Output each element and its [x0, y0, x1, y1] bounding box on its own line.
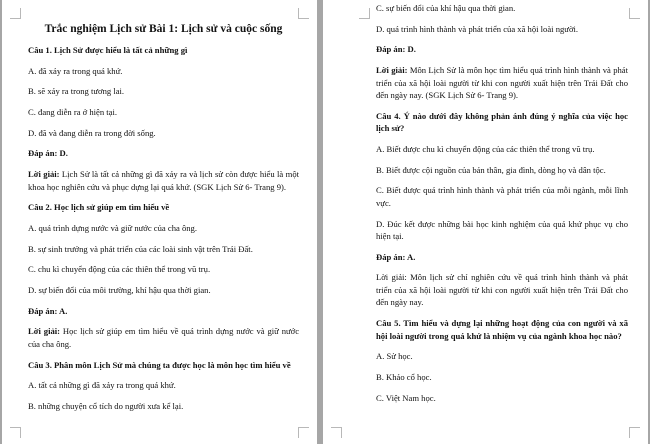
- corner-mark: [298, 8, 309, 19]
- paragraph: [28, 305, 299, 318]
- paragraph: [28, 379, 299, 392]
- paragraph-text: C. Biết được quá trình hình thành và phát triển của mỗi ngành, mỗi lĩnh vực.: [376, 185, 628, 208]
- paragraph-text: C. Việt Nam học.: [376, 392, 436, 403]
- paragraph-text: Câu 3. Phân môn Lịch Sử mà chúng ta được học là môn học tìm hiểu về: [28, 359, 291, 370]
- paragraph: [376, 251, 628, 264]
- corner-mark: [331, 427, 342, 438]
- solution-label: Lời giải:: [28, 169, 60, 180]
- paragraph-text: A. tất cả những gì đã xảy ra trong quá khứ.: [28, 380, 176, 391]
- paragraph: [28, 65, 299, 78]
- paragraph: [376, 64, 628, 102]
- document-title: Trắc nghiệm Lịch sử Bài 1: Lịch sử và cuộc sống: [44, 23, 283, 35]
- solution-label: Lời giải:: [376, 65, 408, 76]
- paragraph: [28, 106, 299, 119]
- paragraph: [28, 400, 299, 413]
- corner-mark: [10, 8, 21, 19]
- paragraph-text: A. Biết được chu kì chuyển động của các thiên thể trong vũ trụ.: [376, 143, 595, 154]
- paragraph: [376, 43, 628, 56]
- paragraph: [376, 23, 628, 36]
- paragraph-text: Đáp án: A.: [28, 305, 68, 316]
- paragraph: [376, 350, 628, 363]
- paragraph: [28, 85, 299, 98]
- paragraph-text: Lịch Sử là tất cả những gì đã xảy ra và lịch sử còn được hiểu là một khoa học nghiên cứu và phục dựng lại quá khứ. (SGK Lịch Sử 6- Trang 9).: [28, 169, 300, 192]
- paragraph-text: Môn Lịch Sử là môn học tìm hiểu quá trình hình thành và phát triển của xã hội loài người từ khi con người xuất hiện trên Trái Đất cho đến ngày nay. (SGK Lịch Sử 6- Trang 9).: [376, 65, 628, 101]
- paragraph: [376, 184, 628, 209]
- paragraph-text: Đáp án: D.: [376, 44, 416, 55]
- paragraph-text: D. sự biến đổi của môi trường, khí hậu qua thời gian.: [28, 285, 211, 296]
- paragraph-text: D. đã và đang diễn ra trong đời sống.: [28, 127, 156, 138]
- corner-mark: [629, 8, 640, 19]
- paragraph-text: Câu 5. Tìm hiểu và dựng lại những hoạt động của con người và xã hội loài người trong quá khứ là nhiệm vụ của ngành khoa học nào?: [376, 318, 628, 341]
- paragraph: [28, 168, 299, 193]
- paragraph-text: D. quá trình hình thành và phát triển của xã hội loài người.: [376, 23, 579, 34]
- paragraph: [28, 325, 299, 350]
- paragraph: [376, 2, 628, 15]
- document-page-right: [323, 0, 648, 444]
- paragraph-text: Câu 1. Lịch Sử được hiểu là tất cả những gì: [28, 45, 188, 55]
- paragraph: [376, 164, 628, 177]
- paragraph-text: Đáp án: A.: [376, 251, 416, 262]
- paragraph: [28, 359, 299, 372]
- paragraph: [28, 44, 299, 57]
- paragraph: [376, 317, 628, 342]
- document-page-left: [2, 0, 317, 444]
- paragraph: [376, 218, 628, 243]
- paragraph-text: Đáp án: D.: [28, 148, 68, 159]
- paragraph-text: A. quá trình dựng nước và giữ nước của cha ông.: [28, 223, 197, 233]
- paragraph-text: Lời giải: Môn lịch sử chỉ nghiên cứu về quá trình hình thành và phát triển của xã hội loài người từ khi con người xuất hiện trên Trái Đất cho đến ngày nay.: [376, 272, 628, 308]
- paragraph: [28, 127, 299, 140]
- paragraph: [376, 371, 628, 384]
- paragraph-text: B. sự sinh trưởng và phát triển của các loài sinh vật trên Trái Đất.: [28, 243, 253, 254]
- paragraph-text: A. đã xảy ra trong quá khứ.: [28, 65, 123, 76]
- paragraph-text: B. Biết được cội nguồn của bản thân, gia đình, dòng họ và dân tộc.: [376, 164, 606, 175]
- paragraph: [28, 147, 299, 160]
- paragraph: [376, 392, 628, 405]
- paragraph: [376, 271, 628, 309]
- paragraph-text: A. Sử học.: [376, 351, 413, 362]
- paragraph: [28, 201, 299, 214]
- paragraph-text: D. Đúc kết được những bài học kinh nghiệm của quá khứ phục vụ cho hiện tại.: [376, 218, 628, 241]
- paragraph-text: Câu 2. Học lịch sử giúp em tìm hiểu về: [28, 202, 170, 213]
- solution-label: Lời giải:: [28, 326, 61, 337]
- paragraph: [28, 263, 299, 276]
- corner-mark: [629, 427, 640, 438]
- paragraph-text: C. đang diễn ra ở hiện tại.: [28, 107, 118, 118]
- paragraph-text: Câu 4. Ý nào dưới đây không phản ánh đúng ý nghĩa của việc học lịch sử?: [376, 110, 628, 134]
- page-left-content: [28, 44, 299, 413]
- paragraph: [28, 284, 299, 297]
- page-right-content: [376, 2, 628, 404]
- paragraph: [28, 243, 299, 256]
- corner-mark: [359, 8, 370, 19]
- paragraph: [376, 110, 628, 135]
- corner-mark: [298, 427, 309, 438]
- corner-mark: [10, 427, 21, 438]
- paragraph-text: C. sự biến đổi của khí hậu qua thời gian.: [376, 3, 516, 13]
- paragraph-text: B. sẽ xảy ra trong tương lai.: [28, 86, 125, 97]
- paragraph: [376, 143, 628, 156]
- paragraph-text: Học lịch sử giúp em tìm hiểu về quá trình dựng nước và giữ nước của cha ông.: [28, 326, 300, 349]
- paragraph-text: B. Khảo cổ học.: [376, 371, 432, 382]
- paragraph-text: B. những chuyện cổ tích do người xưa kể lại.: [28, 401, 184, 411]
- paragraph-text: C. chu kì chuyển động của các thiên thể trong vũ trụ.: [28, 264, 211, 275]
- paragraph: [28, 222, 299, 235]
